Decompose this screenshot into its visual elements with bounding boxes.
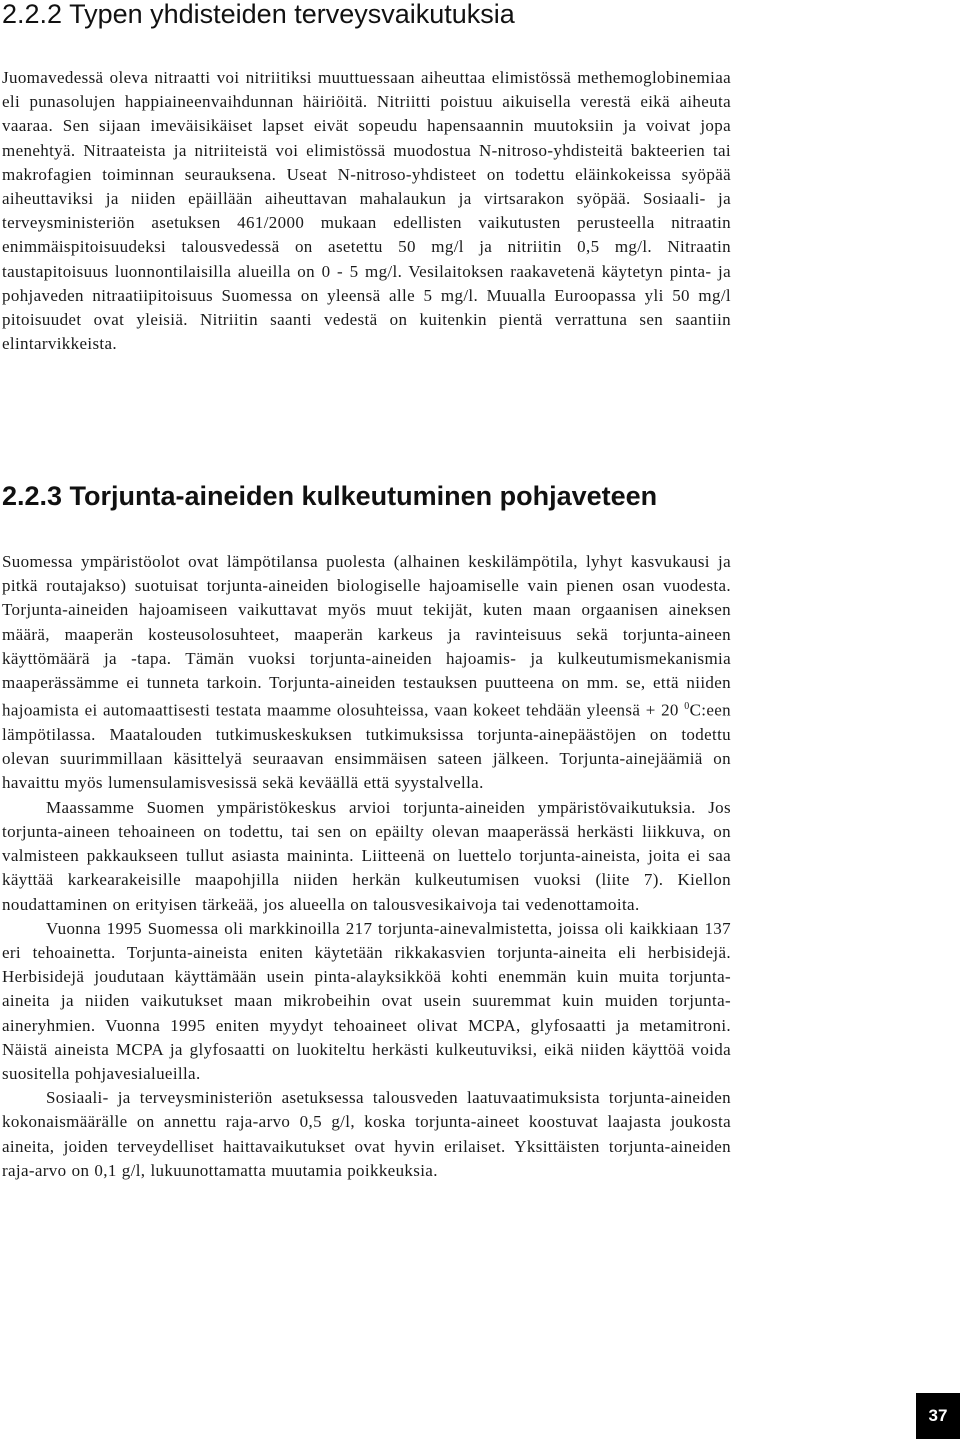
paragraph-text: Suomessa ympäristöolot ovat lämpötilansa puolesta (alhainen keskilämpötila, lyhyt kasvukausi ja pitkä routajakso) suotuisat torjunta-aineiden biologiselle hajoamiselle vain pienen osan vuodesta. Torjunta-aineiden hajoamiseen vaikuttavat myös muut tekijät, kuten maan orgaanisen aineksen määrä, maaperän kosteusolosuhteet, maaperän karkeus ja ravinteisuus sekä torjunta-aineen käyttömäärä ja -tapa. Tämän vuoksi torjunta-aineiden hajoamis- ja kulkeutumismekanismia maaperässämme ei tunneta tarkoin. Torjunta-aineiden testauksen puutteena on mm. se, että niiden hajoamista ei automaattisesti testata maamme olosuhteissa, vaan kokeet tehdään yleensä + 20	[2, 552, 731, 720]
degree-superscript: 0	[684, 701, 690, 713]
section-body-2-2-3	[2, 550, 731, 1183]
paragraph: Maassamme Suomen ympäristökeskus arvioi torjunta-aineiden ympäristövaikutuksia. Jos torjunta-aineen tehoaineen on todettu, tai sen on epäilty olevan maaperässä herkästi liikkuva, on valmisteen pakkaukseen tullut asiasta maininta. Liitteenä on luettelo torjunta-aineista, joita ei saa käyttää karkearakeisille maapohjilla niiden herkän kulkeutumisen vuoksi (liite 7). Kiellon noudattaminen on erityisen tärkeää, jos alueella on talousvesikaivoja tai vedenottamoita.	[2, 797, 731, 914]
paragraph: Juomavedessä oleva nitraatti voi nitriitiksi muuttuessaan aiheuttaa elimistössä methemoglobinemiaa eli punasolujen happiaineenvaihdunnan häiriöitä. Nitriitti poistuu aikuisella verestä eikä aiheuta vaaraa. Sen sijaan imeväisikäiset lapset eivät sopeudu hapensaannin muutoksiin ja voivat jopa menehtyä. Nitraateista ja nitriiteistä voi elimistössä muodostua N-nitroso-yhdisteitä bakteerien tai makrofagien toiminnan seurauksena. Useat N-nitroso-yhdisteet on todettu eläinkokeissa syöpää aiheuttaviksi ja niiden epäillään aiheuttavan mahalaukun ja virtsarakon syöpää. Sosiaali- ja terveysministeriön asetuksen 461/2000 mukaan edellisten vaikutusten perusteella nitraatin enimmäispitoisuudeksi talousvedessä on asetettu 50 mg/l ja nitriitin 0,5 mg/l. Nitraatin taustapitoisuus luonnontilaisilla alueilla on 0 - 5 mg/l. Vesilaitoksen raakavetenä käytetyn pinta- ja pohjaveden nitraatiipitoisuus Suomessa on yleensä alle 5 mg/l. Muualla Euroopassa yli 50 mg/l pitoisuudet ovat yleisiä. Nitriitin saanti vedestä on kuitenkin pientä verrattuna sen saantiin elintarvikkeista.	[2, 68, 731, 354]
paragraph: Sosiaali- ja terveysministeriön asetuksessa talousveden laatuvaatimuksista torjunta-aineiden kokonaismäärälle on annettu raja-arvo 0,5 g/l, koska torjunta-aineet koostuvat laajasta joukosta aineita, joiden terveydelliset haittavaikutukset ovat hyvin erilaiset. Yksittäisten torjunta-aineiden raja-arvo on 0,1 g/l, lukuunottamatta muutamia poikkeuksia.	[2, 1088, 731, 1180]
paragraph	[2, 550, 731, 796]
paragraph: Vuonna 1995 Suomessa oli markkinoilla 217 torjunta-ainevalmistetta, joissa oli kaikkiaan 137 eri tehoainetta. Torjunta-aineista eniten käytetään rikkakasvien torjunta-aineita eli herbisidejä. Herbisidejä joudutaan käyttämään usein pinta-alayksikköä kohti enemmän kuin muita torjunta-aineita ja niiden vaikutukset maan mikrobeihin ovat usein suuremmat kuin muiden torjunta-aineryhmien. Vuonna 1995 eniten myydyt tehoaineet olivat MCPA, glyfosaatti ja metamitroni. Näistä aineista MCPA ja glyfosaatti on luokiteltu herkästi kulkeutuviksi, eikä niiden käyttöä voida suositella pohjavesialueilla.	[2, 918, 731, 1083]
section-heading-2-2-2: 2.2.2 Typen yhdisteiden terveysvaikutuksia	[2, 0, 515, 29]
paragraph-text-continued: C:een lämpötilassa. Maatalouden tutkimuskeskuksen tutkimuksissa torjunta-ainepäästöjen on todettu olevan suurimmillaan käsittelyä seuraavan ensimmäisen sateen jälkeen. Torjunta-ainejäämiä on havaittu myös lumensulamisvesissä sekä keväällä että syystalvella.	[2, 700, 731, 793]
section-heading-2-2-3: 2.2.3 Torjunta-aineiden kulkeutuminen pohjaveteen	[2, 481, 658, 511]
page-number: 37	[916, 1393, 960, 1439]
section-body-2-2-2	[2, 66, 731, 356]
